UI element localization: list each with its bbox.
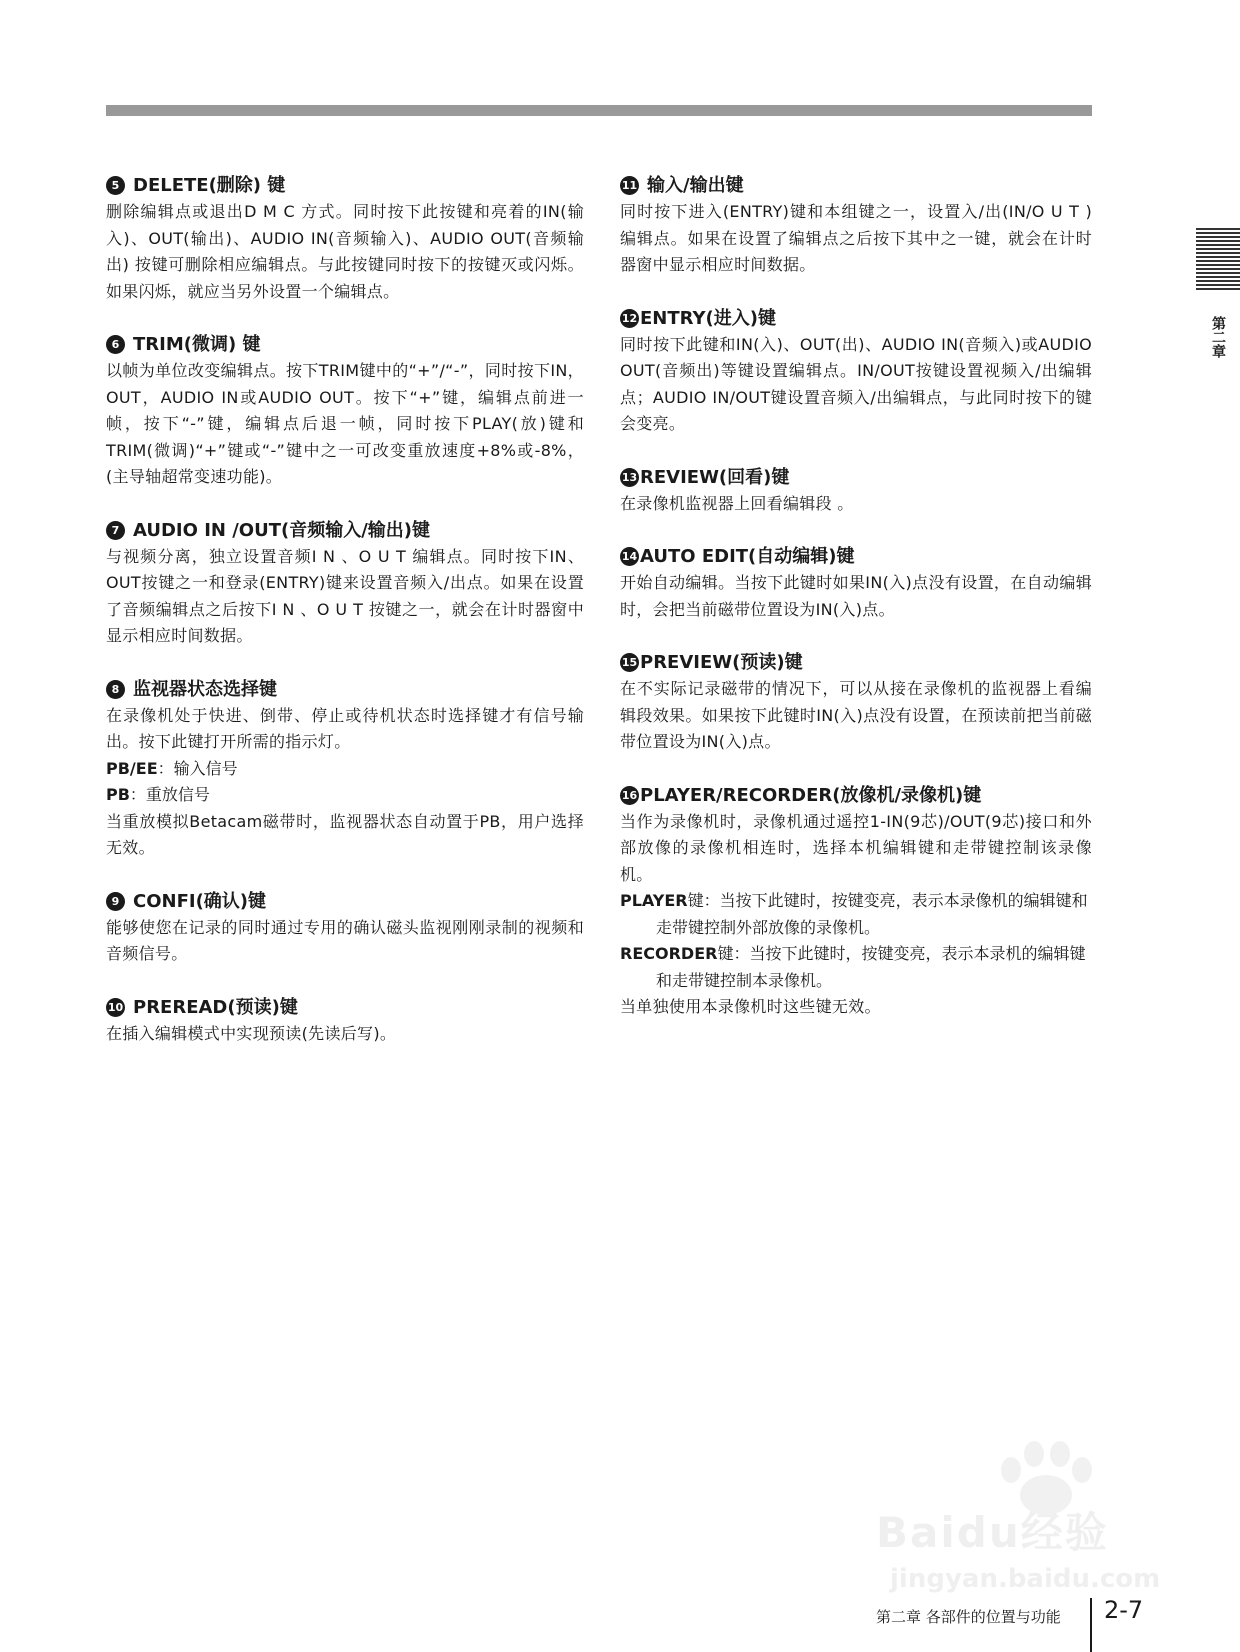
item-number-badge: 15 bbox=[620, 653, 639, 672]
section-auto-edit bbox=[620, 543, 1092, 623]
section-body: 删除编辑点或退出D M C 方式。同时按下此按键和亮着的IN(输入)、OUT(输出)、AUDIO IN(音频输入)、AUDIO OUT(音频输出) 按键可删除相应编辑点。与此按键同时按下的按键灭或闪烁。如果闪烁，就应当另外设置一个编辑点。 bbox=[106, 202, 584, 301]
section-entry bbox=[620, 305, 1092, 438]
left-column bbox=[106, 172, 584, 1073]
item-number-badge: 12 bbox=[620, 309, 639, 328]
section-title: DELETE(删除) 键 bbox=[133, 175, 286, 196]
section-body: 在不实际记录磁带的情况下，可以从接在录像机的监视器上看编辑段效果。如果按下此键时IN(入)点没有设置，在预读前把当前磁带位置设为IN(入)点。 bbox=[620, 679, 1092, 751]
section-body: 与视频分离，独立设置音频I N 、O U T 编辑点。同时按下IN、OUT按键之一和登录(ENTRY)键来设置音频入/出点。如果在设置了音频编辑点之后按下I N 、O U T 按键之一，就会在计时器窗中显示相应时间数据。 bbox=[106, 546, 584, 645]
section-title: AUTO EDIT(自动编辑)键 bbox=[640, 546, 855, 567]
item-number-badge: 14 bbox=[620, 547, 639, 566]
section-body: 能够使您在记录的同时通过专用的确认磁头监视刚刚录制的视频和音频信号。 bbox=[106, 917, 584, 963]
section-body: 同时按下进入(ENTRY)键和本组键之一，设置入/出(IN/O U T ) 编辑点。如果在设置了编辑点之后按下其中之一键，就会在计时器窗中显示相应时间数据。 bbox=[620, 202, 1092, 274]
section-body-outro: 当单独使用本录像机时这些键无效。 bbox=[620, 997, 881, 1016]
player-label: PLAYER bbox=[620, 891, 688, 910]
footer-chapter: 第二章 各部件的位置与功能 bbox=[876, 1608, 1061, 1626]
player-line bbox=[620, 888, 1092, 941]
section-title: PLAYER/RECORDER(放像机/录像机)键 bbox=[640, 784, 982, 806]
section-title: ENTRY(进入)键 bbox=[640, 307, 777, 329]
section-heading bbox=[620, 464, 1092, 491]
section-body: 开始自动编辑。当按下此键时如果IN(入)点没有设置，在自动编辑时，会把当前磁带位置设为IN(入)点。 bbox=[620, 573, 1092, 619]
section-preview bbox=[620, 649, 1092, 756]
pb-ee-line bbox=[106, 756, 584, 783]
section-heading bbox=[620, 172, 1092, 199]
section-audio-in-out bbox=[106, 517, 584, 650]
section-player-recorder bbox=[620, 782, 1092, 1021]
item-number-badge: 6 bbox=[106, 335, 125, 354]
section-title: AUDIO IN /OUT(音频输入/输出)键 bbox=[133, 519, 431, 541]
section-delete bbox=[106, 172, 584, 305]
section-trim bbox=[106, 331, 584, 491]
section-heading bbox=[106, 676, 584, 703]
chapter-tab-lines bbox=[1196, 228, 1240, 292]
page-number: 2-7 bbox=[1104, 1596, 1144, 1624]
section-review bbox=[620, 464, 1092, 518]
baidu-watermark bbox=[876, 1440, 1176, 1594]
item-number-badge: 9 bbox=[106, 892, 125, 911]
item-number-badge: 16 bbox=[620, 786, 639, 805]
section-title: PREVIEW(预读)键 bbox=[640, 652, 803, 673]
item-number-badge: 5 bbox=[106, 176, 125, 195]
item-number-badge: 11 bbox=[620, 176, 639, 195]
watermark-url: jingyan.baidu.com bbox=[890, 1564, 1161, 1594]
section-preread bbox=[106, 994, 584, 1048]
pb-line bbox=[106, 782, 584, 809]
section-heading bbox=[620, 543, 1092, 570]
section-heading bbox=[106, 517, 584, 544]
pb-ee-text: ：输入信号 bbox=[157, 758, 238, 778]
section-body: 以帧为单位改变编辑点。按下TRIM键中的“+”/“-”，同时按下IN，OUT，AUDIO IN或AUDIO OUT。按下“+”键，编辑点前进一帧，按下“-”键，编辑点后退一帧，同时按下PLAY(放)键和TRIM(微调)“+”键或“-”键中之一可改变重放速度+8%或-8%，(主导轴超常变速功能)。 bbox=[106, 361, 584, 486]
section-heading bbox=[106, 994, 584, 1021]
section-title: TRIM(微调) 键 bbox=[133, 334, 261, 355]
section-confi bbox=[106, 888, 584, 968]
pb-text: ：重放信号 bbox=[129, 785, 210, 804]
section-heading bbox=[106, 172, 584, 199]
pb-label: PB bbox=[106, 785, 130, 804]
chapter-side-label: 第二章 bbox=[1210, 316, 1226, 358]
section-title: 监视器状态选择键 bbox=[133, 678, 277, 700]
section-heading bbox=[620, 782, 1092, 809]
recorder-text: 键：当按下此键时，按键变亮，表示本录机的编辑键和走带键控制本录像机。 bbox=[656, 944, 1086, 990]
item-number-badge: 7 bbox=[106, 521, 125, 540]
recorder-line bbox=[620, 941, 1092, 994]
section-in-out-keys bbox=[620, 172, 1092, 279]
watermark-brand: Baidu经验 bbox=[876, 1508, 1109, 1557]
section-title: PREREAD(预读)键 bbox=[133, 996, 298, 1018]
section-title: REVIEW(回看)键 bbox=[640, 466, 790, 488]
recorder-label: RECORDER bbox=[620, 944, 718, 963]
section-body: 当作为录像机时，录像机通过遥控1-IN(9芯)/OUT(9芯)接口和外部放像的录像机相连时，选择本机编辑键和走带键控制该录像机。 bbox=[620, 811, 1092, 884]
item-number-badge: 10 bbox=[106, 998, 125, 1017]
player-text: 键：当按下此键时，按键变亮，表示本录像机的编辑键和走带键控制外部放像的录像机。 bbox=[656, 891, 1088, 937]
section-monitor-select bbox=[106, 676, 584, 862]
section-body: 在录像机监视器上回看编辑段 。 bbox=[620, 493, 854, 513]
section-body-outro: 当重放模拟Betacam磁带时，监视器状态自动置于PB，用户选择无效。 bbox=[106, 811, 584, 857]
section-heading bbox=[106, 888, 584, 915]
item-number-badge: 13 bbox=[620, 468, 639, 487]
section-body: 同时按下此键和IN(入)、OUT(出)、AUDIO IN(音频入)或AUDIO OUT(音频出)等键设置编辑点。IN/OUT按键设置视频入/出编辑点；AUDIO IN/OUT键设置音频入/出编辑点，与此同时按下的键会变亮。 bbox=[620, 334, 1092, 433]
section-title: CONFI(确认)键 bbox=[133, 890, 267, 912]
footer-divider bbox=[1090, 1598, 1092, 1652]
pb-ee-label: PB/EE bbox=[106, 758, 158, 778]
section-body: 在录像机处于快进、倒带、停止或待机状态时选择键才有信号输出。按下此键打开所需的指示灯。 bbox=[106, 705, 584, 751]
section-body: 在插入编辑模式中实现预读(先读后写)。 bbox=[106, 1023, 397, 1043]
section-heading bbox=[620, 649, 1092, 676]
section-heading bbox=[620, 305, 1092, 332]
section-heading bbox=[106, 331, 584, 358]
item-number-badge: 8 bbox=[106, 680, 125, 699]
right-column bbox=[620, 172, 1092, 1047]
section-title: 输入/输出键 bbox=[647, 175, 744, 196]
top-rule bbox=[106, 105, 1092, 116]
